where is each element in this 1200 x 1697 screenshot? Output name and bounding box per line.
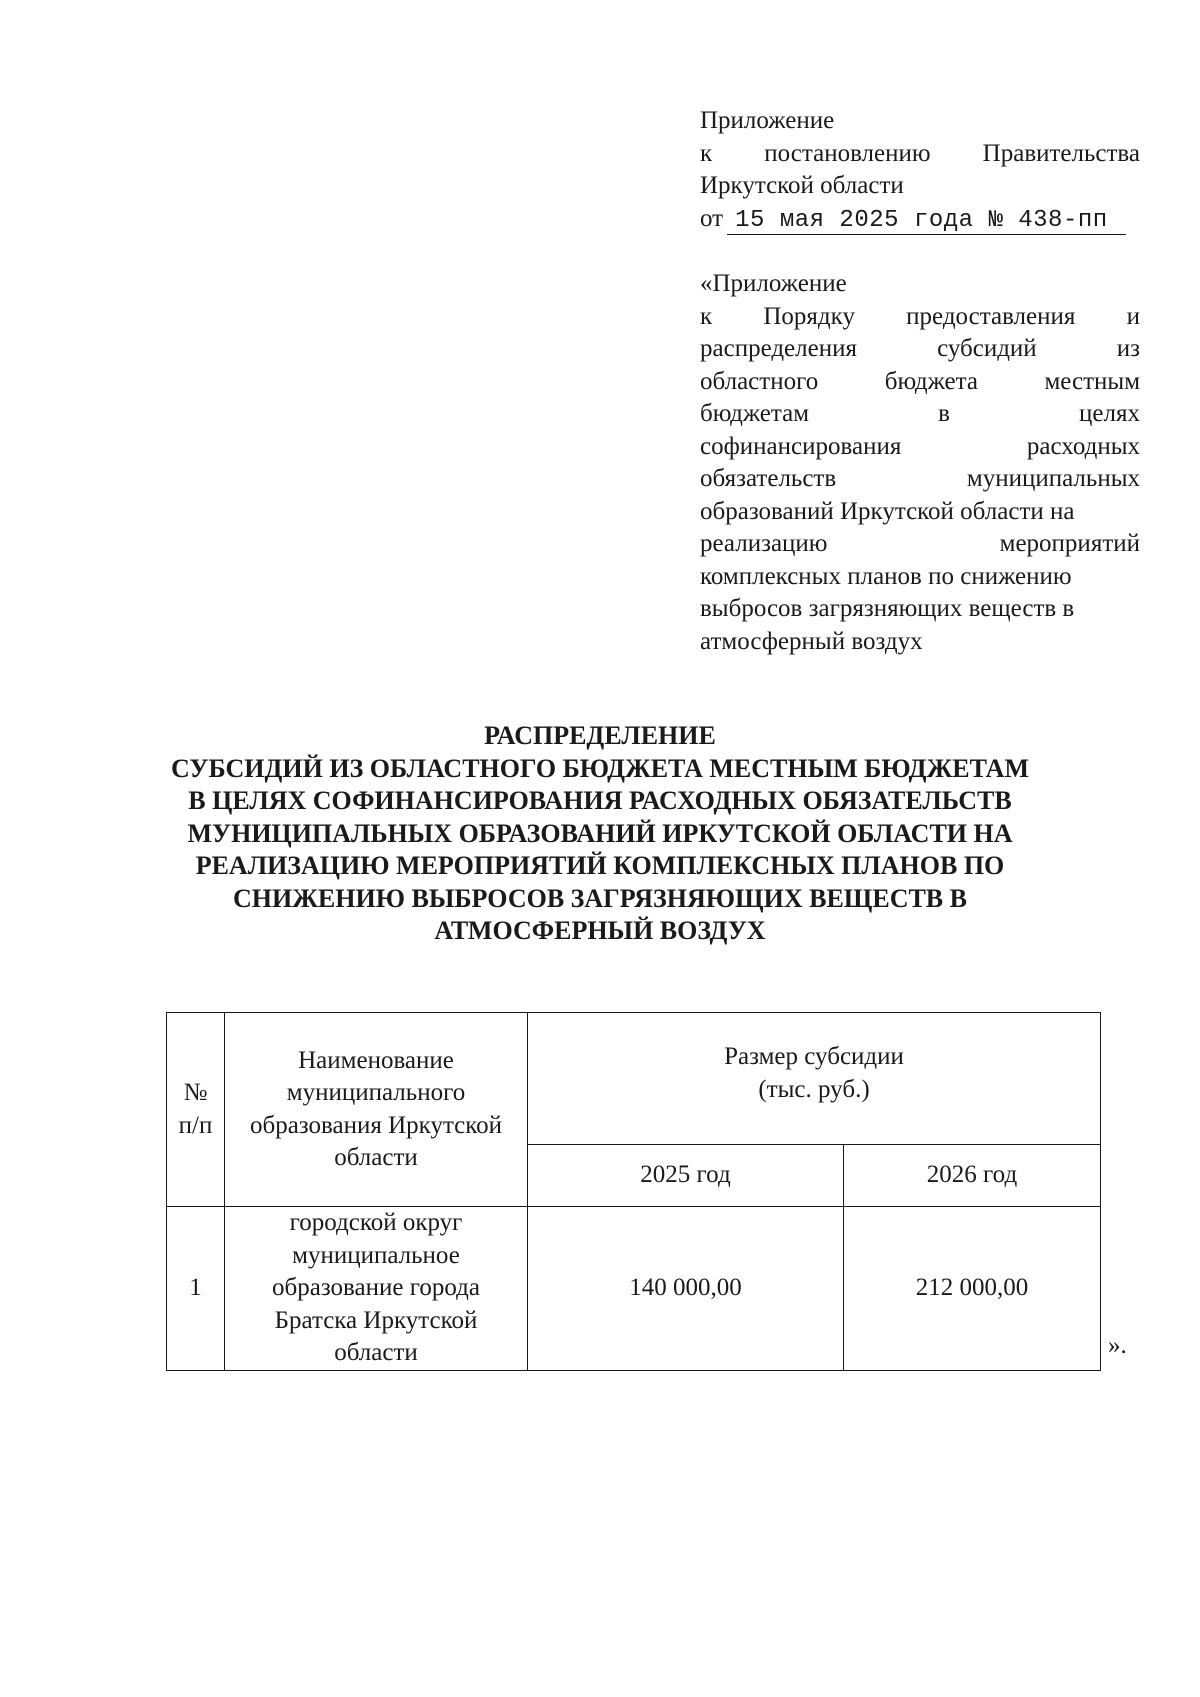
header-municipality-line: области <box>334 1144 418 1171</box>
row-number: 1 <box>167 1207 225 1371</box>
table-row <box>167 1207 1101 1371</box>
approval-title: Приложение <box>700 107 835 134</box>
row-municipality-line: образование города <box>272 1274 480 1301</box>
annex-line <box>700 398 1140 431</box>
annex-line <box>700 366 1140 399</box>
annex-line <box>700 301 1140 334</box>
title-line: СУБСИДИЙ ИЗ ОБЛАСТНОГО БЮДЖЕТА МЕСТНЫМ БЮДЖЕТАМ <box>171 753 1029 783</box>
subsidy-table <box>166 1012 1101 1371</box>
approval-date-line <box>700 203 1140 236</box>
annex-line: образований Иркутской области на <box>700 497 1075 525</box>
title-line: В ЦЕЛЯХ СОФИНАНСИРОВАНИЯ РАСХОДНЫХ ОБЯЗАТЕЛЬСТВ <box>188 786 1012 815</box>
annex-block <box>700 268 1140 658</box>
title-line: РАСПРЕДЕЛЕНИЕ <box>484 721 716 750</box>
annex-title: «Приложение <box>700 270 847 297</box>
word: местным <box>1044 367 1141 395</box>
word: мероприятий <box>999 530 1140 557</box>
header-amount-line: (тыс. руб.) <box>758 1075 870 1103</box>
word: субсидий <box>937 335 1037 362</box>
word: предоставления <box>906 302 1076 330</box>
annex-line <box>700 333 1140 366</box>
word: к <box>700 302 713 330</box>
title-line: АТМОСФЕРНЫЙ ВОЗДУХ <box>434 916 766 945</box>
closing-quote-mark: ». <box>1108 1332 1127 1359</box>
annex-line <box>700 431 1140 464</box>
word: и <box>1126 302 1140 330</box>
word: софинансирования <box>700 432 902 460</box>
title-line: МУНИЦИПАЛЬНЫХ ОБРАЗОВАНИЙ ИРКУТСКОЙ ОБЛАСТИ НА <box>187 818 1013 848</box>
header-number-symbol: № <box>183 1079 208 1106</box>
word: бюджетам <box>700 400 810 427</box>
word: распределения <box>700 335 857 362</box>
word: Порядку <box>763 302 855 330</box>
approval-region-line: Иркутской области <box>700 172 904 199</box>
word: постановлению <box>764 139 931 167</box>
word: муниципальных <box>966 465 1140 492</box>
annex-line: выбросов загрязняющих веществ в <box>700 595 1075 622</box>
row-municipality-line: области <box>334 1339 418 1366</box>
header-number-label: п/п <box>178 1111 213 1139</box>
row-municipality-line: городской округ <box>289 1209 463 1236</box>
header-year-2025: 2025 год <box>528 1145 844 1207</box>
word: реализацию <box>700 530 828 557</box>
word: к <box>700 139 713 167</box>
title-line: СНИЖЕНИЮ ВЫБРОСОВ ЗАГРЯЗНЯЮЩИХ ВЕЩЕСТВ В <box>232 883 967 913</box>
row-municipality <box>225 1207 528 1371</box>
header-subsidy-amount <box>528 1013 1101 1145</box>
header-year-2026: 2026 год <box>844 1145 1101 1207</box>
header-municipality-line: Наименование <box>298 1046 454 1074</box>
resolution-date-number: 15 мая 2025 года № 438-пп <box>727 208 1126 235</box>
annex-line <box>700 528 1140 561</box>
word: Правительства <box>982 139 1140 167</box>
annex-line: атмосферный воздух <box>700 627 923 655</box>
word: бюджета <box>884 367 978 395</box>
word: из <box>1116 335 1141 362</box>
row-amount-2026: 212 000,00 <box>844 1207 1101 1371</box>
word: расходных <box>1026 432 1140 460</box>
header-number <box>167 1013 225 1207</box>
annex-line: комплексных планов по снижению <box>700 562 1072 590</box>
title-line: РЕАЛИЗАЦИЮ МЕРОПРИЯТИЙ КОМПЛЕКСНЫХ ПЛАНОВ ПО <box>195 851 1005 880</box>
word: в <box>938 400 950 427</box>
word: обязательств <box>700 465 837 492</box>
table-header-row <box>167 1013 1101 1145</box>
approval-block <box>700 105 1140 235</box>
word: областного <box>700 367 819 395</box>
header-municipality <box>225 1013 528 1207</box>
annex-line <box>700 463 1140 496</box>
date-prefix: от <box>700 204 724 232</box>
word: целях <box>1079 400 1140 427</box>
row-municipality-line: Братска Иркутской <box>274 1306 478 1334</box>
header-municipality-line: образования Иркутской <box>249 1111 503 1139</box>
header-amount-line: Размер субсидии <box>724 1043 904 1070</box>
header-municipality-line: муниципального <box>286 1079 466 1106</box>
document-title <box>100 720 1100 948</box>
row-municipality-line: муниципальное <box>292 1241 460 1269</box>
row-amount-2025: 140 000,00 <box>528 1207 844 1371</box>
approval-resolution-line <box>700 138 1140 171</box>
